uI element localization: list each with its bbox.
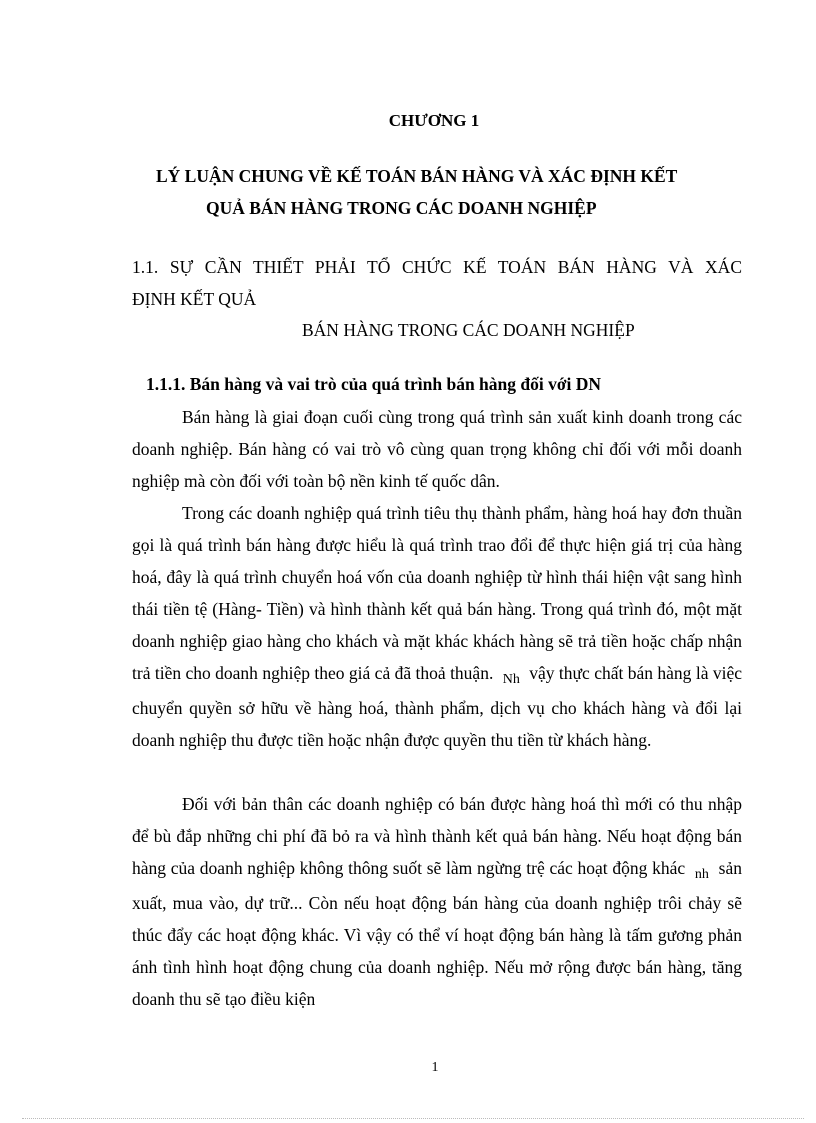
page-number: 1 (431, 1060, 439, 1075)
paragraph-1-text: Bán hàng là giai đoạn cuối cùng trong quá trình sản xuất kinh doanh trong các doanh nghiệp. Bán hàng có vai trò vô cùng quan trọng không chỉ đối với mỗi doanh nghiệp mà còn đối với toàn bộ nền kinh tế quốc dân. (132, 407, 742, 491)
paragraph-3-text-a: Đối với bản thân các doanh nghiệp có bán được hàng hoá thì mới có thu nhập để bù đắp những chi phí đã bỏ ra và hình thành kết quả bán hàng. Nếu hoạt động bán hàng của doanh nghiệp không thông suốt sẽ làm ngừng trệ các hoạt động khác (132, 794, 742, 878)
section-heading-line-1: 1.1. SỰ CẦN THIẾT PHẢI TỔ CHỨC KẾ TOÁN BÁN HÀNG VÀ XÁC (132, 257, 742, 277)
subsection-heading: 1.1.1. Bán hàng và vai trò của quá trình bán hàng đối với DN (146, 374, 602, 394)
paragraph-3-fragment: nh (694, 867, 709, 882)
paragraph-1 (132, 401, 742, 497)
page-bottom-border (22, 1118, 804, 1119)
paragraph-2-fragment: Nh (502, 672, 520, 687)
chapter-title-line-1: LÝ LUẬN CHUNG VỀ KẾ TOÁN BÁN HÀNG VÀ XÁC ĐỊNH KẾT (156, 166, 678, 186)
chapter-title-line-2: QUẢ BÁN HÀNG TRONG CÁC DOANH NGHIỆP (206, 198, 597, 218)
paragraph-3 (132, 788, 742, 1015)
paragraph-3-text-b: sản xuất, mua vào, dự trữ... Còn nếu hoạt động bán hàng của doanh nghiệp trôi chảy sẽ thúc đẩy các hoạt động khác. Vì vậy có thể ví hoạt động bán hàng là tấm gương phản ánh tình hình hoạt động chung của doanh nghiệp. Nếu mở rộng được bán hàng, tăng doanh thu sẽ tạo điều kiện (132, 858, 742, 1009)
section-heading-line-2: ĐỊNH KẾT QUẢ (132, 289, 257, 309)
paragraph-2-text-b: vậy thực chất bán hàng là việc chuyển quyền sở hữu về hàng hoá, thành phẩm, dịch vụ cho khách hàng và đổi lại doanh nghiệp thu được tiền hoặc nhận được quyền thu tiền từ khách hàng. (132, 663, 743, 750)
paragraph-2 (132, 497, 742, 756)
section-heading-line-3: BÁN HÀNG TRONG CÁC DOANH NGHIỆP (302, 320, 635, 340)
chapter-heading: CHƯƠNG 1 (388, 111, 480, 130)
paragraph-2-text-a: Trong các doanh nghiệp quá trình tiêu thụ thành phẩm, hàng hoá hay đơn thuần gọi là quá trình bán hàng được hiểu là quá trình trao đổi để thực hiện giá trị của hàng hoá, đây là quá trình chuyển hoá vốn của doanh nghiệp từ hình thái hiện vật sang hình thái tiền tệ (Hàng- Tiền) và hình thành kết quả bán hàng. Trong quá trình đó, một mặt doanh nghiệp giao hàng cho khách và mặt khác khách hàng sẽ trả tiền hoặc chấp nhận trả tiền cho doanh nghiệp theo giá cả đã thoả thuận. (132, 503, 742, 683)
